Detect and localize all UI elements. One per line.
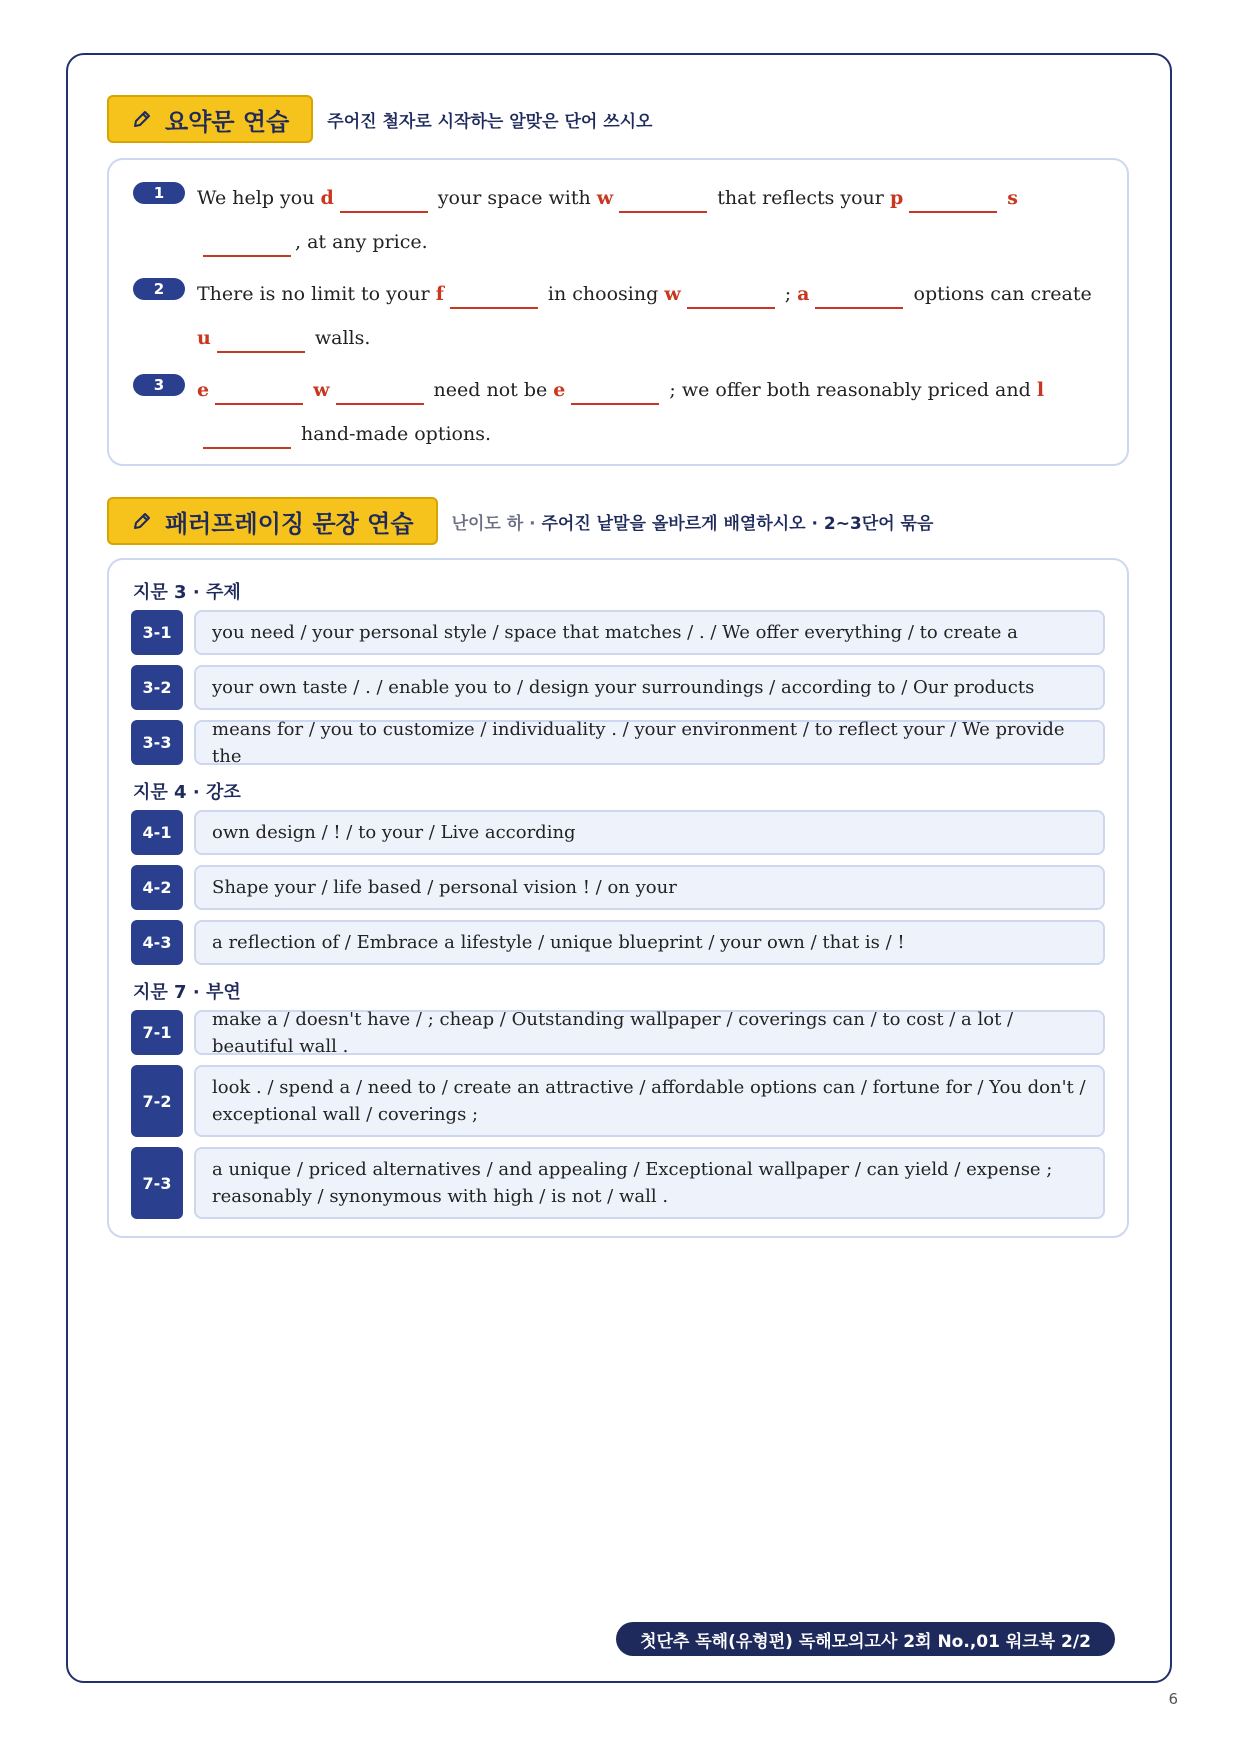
summary-item (133, 176, 1103, 264)
sentence-text: hand-made options. (301, 423, 492, 445)
paraphrase-row (131, 865, 1105, 910)
sentence-text: need not be (433, 379, 548, 401)
word-chunks-box: Shape your / life based / personal vision ! / on your (194, 865, 1105, 910)
group-label: 지문 3 · 주제 (133, 582, 241, 603)
footer-title-badge: 첫단추 독해(유형편) 독해모의고사 2회 No.,01 워크북 2/2 (616, 1622, 1115, 1656)
paraphrase-row (131, 1065, 1105, 1137)
paraphrase-row (131, 720, 1105, 765)
summary-section-title: 요약문 연습 (165, 107, 290, 136)
paraphrase-section-title: 패러프레이징 문장 연습 (165, 509, 414, 538)
sentence-text: ; (784, 283, 792, 305)
pencil-icon (131, 108, 153, 130)
initial-letter: a (797, 283, 810, 305)
group-label: 지문 7 · 부연 (133, 982, 241, 1003)
paraphrase-row (131, 810, 1105, 855)
summary-section-title-pill (107, 95, 313, 143)
item-id-badge: 3-1 (131, 610, 183, 655)
paraphrase-section-header (107, 497, 933, 545)
initial-letter: w (596, 187, 614, 209)
item-id-badge: 7-3 (131, 1147, 183, 1219)
word-chunks-box: make a / doesn't have / ; cheap / Outstanding wallpaper / coverings can / to cost / a lot / beautiful wall . (194, 1010, 1105, 1055)
paraphrase-row (131, 610, 1105, 655)
answer-blank[interactable] (450, 281, 538, 309)
sentence-text: walls. (314, 327, 371, 349)
paraphrase-row (131, 920, 1105, 965)
pencil-icon (131, 510, 153, 532)
initial-letter: s (1007, 187, 1018, 209)
item-id-badge: 7-2 (131, 1065, 183, 1137)
answer-blank[interactable] (336, 377, 424, 405)
initial-letter: w (664, 283, 681, 305)
item-id-badge: 7-1 (131, 1010, 183, 1055)
answer-blank[interactable] (217, 325, 305, 353)
answer-blank[interactable] (340, 185, 428, 213)
sentence-text: that reflects your (717, 187, 884, 209)
item-number-badge: 3 (133, 374, 185, 396)
summary-sentence (197, 368, 1103, 456)
paraphrase-section-instruction (452, 509, 934, 534)
initial-letter: f (435, 283, 444, 305)
word-chunks-box: your own taste / . / enable you to / design your surroundings / according to / Our products (194, 665, 1105, 710)
answer-blank[interactable] (619, 185, 707, 213)
initial-letter: u (197, 327, 211, 349)
paraphrase-section-title-pill (107, 497, 438, 545)
separator-dot: · (529, 513, 536, 534)
initial-letter: e (553, 379, 566, 401)
answer-blank[interactable] (203, 229, 291, 257)
group-label: 지문 4 · 강조 (133, 782, 241, 803)
initial-letter: d (320, 187, 334, 209)
item-id-badge: 4-1 (131, 810, 183, 855)
paraphrase-row (131, 665, 1105, 710)
word-chunks-box: own design / ! / to your / Live according (194, 810, 1105, 855)
sentence-text: in choosing (547, 283, 659, 305)
summary-sentence (197, 272, 1103, 360)
initial-letter: w (313, 379, 330, 401)
difficulty-label: 난이도 하 (451, 513, 524, 534)
summary-item (133, 272, 1103, 360)
item-id-badge: 3-2 (131, 665, 183, 710)
sentence-text: , at any price. (295, 231, 428, 253)
answer-blank[interactable] (215, 377, 303, 405)
word-chunks-box: look . / spend a / need to / create an attractive / affordable options can / fortune for / You don't / exceptional wall / coverings ; (194, 1065, 1105, 1137)
answer-blank[interactable] (909, 185, 997, 213)
word-chunks-box: a unique / priced alternatives / and appealing / Exceptional wallpaper / can yield / expense ; reasonably / synonymous with high / is not / wall . (194, 1147, 1105, 1219)
summary-sentence (197, 176, 1103, 264)
item-number-badge: 1 (133, 182, 185, 204)
summary-item (133, 368, 1103, 456)
word-chunks-box: you need / your personal style / space that matches / . / We offer everything / to create a (194, 610, 1105, 655)
summary-section-instruction: 주어진 철자로 시작하는 알맞은 단어 쓰시오 (327, 111, 653, 132)
instruction-text: 주어진 낱말을 올바르게 배열하시오 · 2~3단어 묶음 (541, 513, 934, 534)
sentence-text: There is no limit to your (197, 283, 430, 305)
paraphrase-box (107, 558, 1129, 1238)
item-id-badge: 4-3 (131, 920, 183, 965)
item-id-badge: 4-2 (131, 865, 183, 910)
answer-blank[interactable] (203, 421, 291, 449)
item-id-badge: 3-3 (131, 720, 183, 765)
word-chunks-box: means for / you to customize / individuality . / your environment / to reflect your / We provide the (194, 720, 1105, 765)
summary-box (107, 158, 1129, 466)
initial-letter: l (1036, 379, 1045, 401)
initial-letter: p (889, 187, 904, 209)
paraphrase-row (131, 1010, 1105, 1055)
sentence-text: your space with (437, 187, 591, 209)
sentence-text: options can create (913, 283, 1092, 305)
paraphrase-row (131, 1147, 1105, 1219)
summary-section-header (107, 95, 652, 143)
initial-letter: e (197, 379, 210, 401)
answer-blank[interactable] (815, 281, 903, 309)
sentence-text: ; we offer both reasonably priced and (669, 379, 1031, 401)
answer-blank[interactable] (687, 281, 775, 309)
answer-blank[interactable] (571, 377, 659, 405)
word-chunks-box: a reflection of / Embrace a lifestyle / unique blueprint / your own / that is / ! (194, 920, 1105, 965)
page-number: 6 (1168, 1690, 1178, 1708)
sentence-text: We help you (197, 187, 315, 209)
item-number-badge: 2 (133, 278, 185, 300)
